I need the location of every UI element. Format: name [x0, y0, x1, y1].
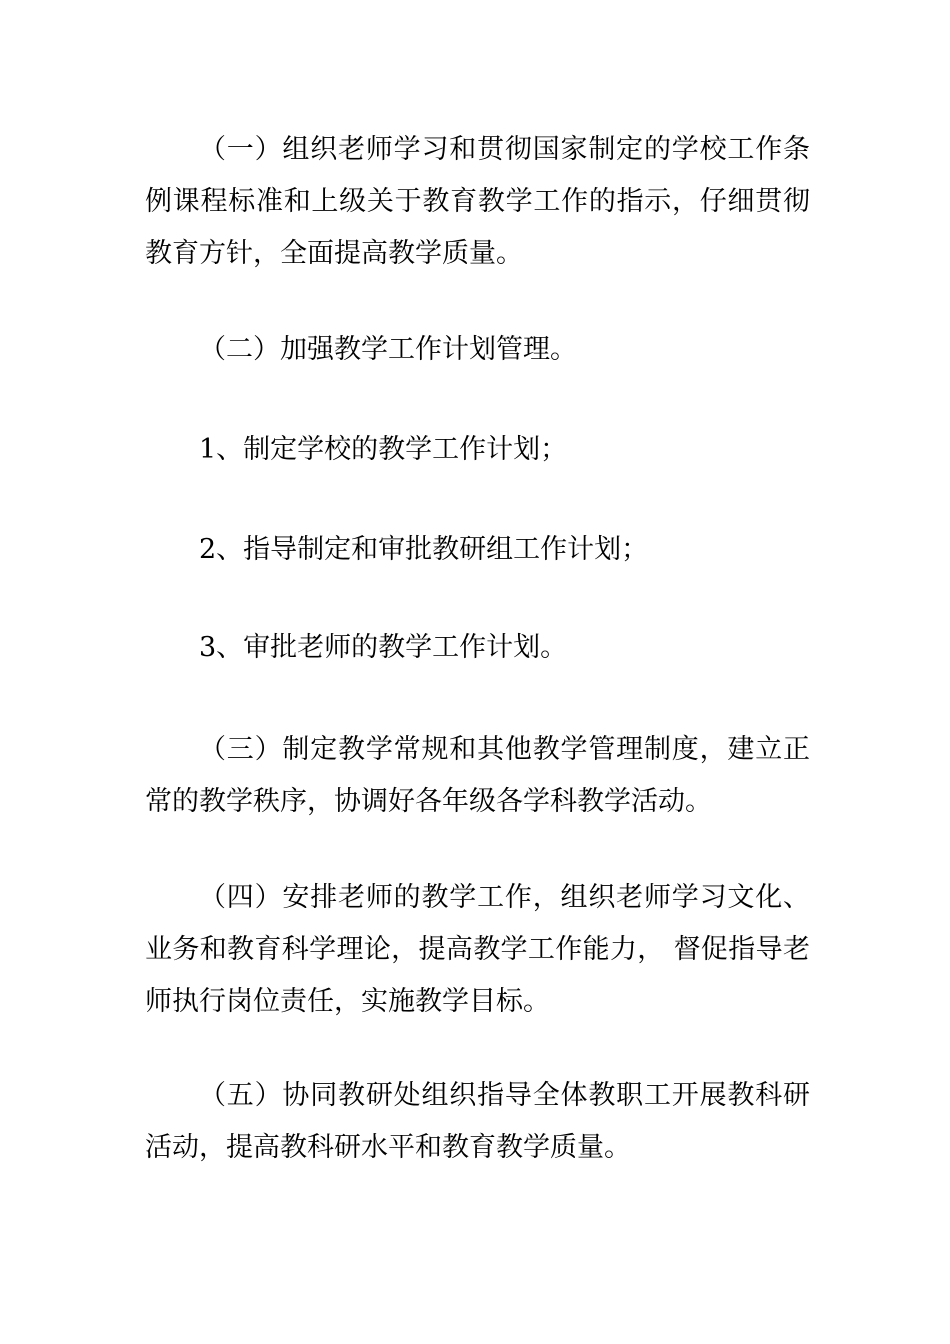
paragraph-5: （五）协同教研处组织指导全体教职工开展教科研活动，提高教科研水平和教育教学质量。: [145, 1080, 810, 1163]
list-item-2: 2、指导制定和审批教研组工作计划；: [199, 534, 649, 565]
paragraph-1: （一）组织老师学习和贯彻国家制定的学校工作条例课程标准和上级关于教育教学工作的指示，仔细贯彻教育方针，全面提高教学质量。: [145, 134, 810, 269]
list-item-1: 1、制定学校的教学工作计划；: [199, 434, 568, 465]
paragraph-3: （三）制定教学常规和其他教学管理制度，建立正常的教学秩序，协调好各年级各学科教学活动。: [145, 734, 810, 817]
list-item-3: 3、审批老师的教学工作计划。: [199, 632, 568, 663]
paragraph-2: （二）加强教学工作计划管理。: [199, 334, 577, 365]
paragraph-4: （四）安排老师的教学工作，组织老师学习文化、业务和教育科学理论，提高教学工作能力， 督促指导老师执行岗位责任，实施教学目标。: [145, 882, 810, 1017]
